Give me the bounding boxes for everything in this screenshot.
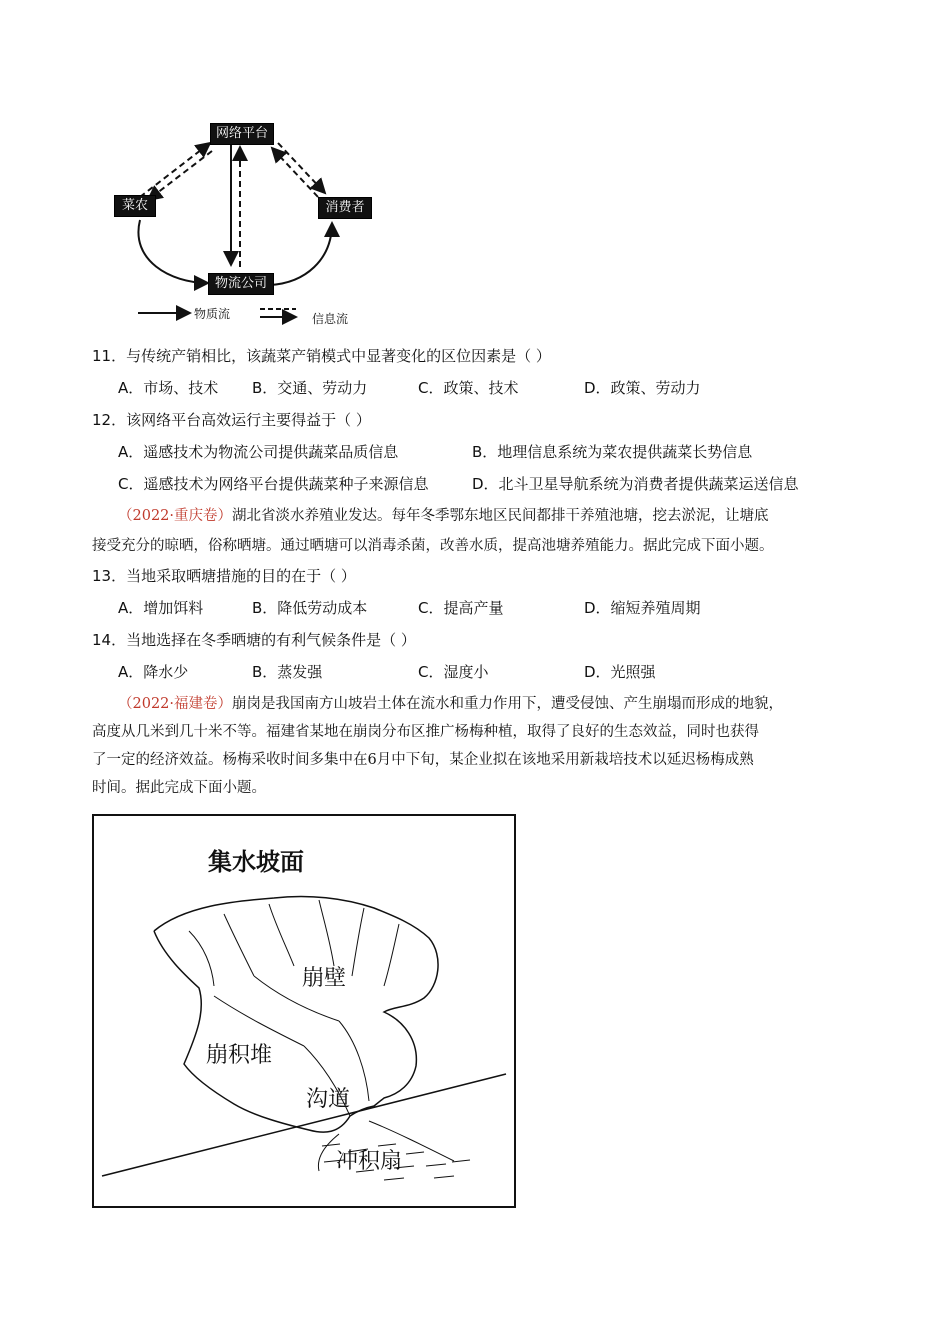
passage-2-line-2: 高度从几米到几十米不等。福建省某地在崩岗分布区推广杨梅种植，取得了良好的生态效益，同时也获得 [92,724,759,740]
node-logistics: 物流公司 [208,273,274,295]
question-11-option-d: D．政策、劳动力 [584,379,701,397]
passage-1-source: （2022·重庆卷） [118,508,233,524]
question-11-option-c: C．政策、技术 [418,379,519,397]
passage-2-line-4: 时间。据此完成下面小题。 [92,780,266,796]
supply-chain-arrows [100,115,400,335]
node-platform: 网络平台 [210,123,274,145]
passage-2-source: （2022·福建卷） [118,696,233,712]
supply-chain-diagram [100,115,400,335]
question-14-option-c: C．湿度小 [418,663,489,681]
question-11-option-a: A．市场、技术 [118,379,219,397]
question-11-option-b: B．交通、劳动力 [252,379,368,397]
question-11-stem: 11．与传统产销相比，该蔬菜产销模式中显著变化的区位因素是（ ） [92,347,551,365]
question-13-option-c: C．提高产量 [418,599,504,617]
node-consumer: 消费者 [318,197,372,219]
label-catchment-slope: 集水坡面 [208,847,304,876]
question-14-option-b: B．蒸发强 [252,663,323,681]
passage-2-text-1: 崩岗是我国南方山坡岩土体在流水和重力作用下，遭受侵蚀、产生崩塌而形成的地貌， [232,696,784,712]
question-14-option-a: A．降水少 [118,663,189,681]
question-14-stem: 14．当地选择在冬季晒塘的有利气候条件是（ ） [92,631,416,649]
label-gully-channel: 沟道 [306,1087,351,1112]
question-12-option-d: D．北斗卫星导航系统为消费者提供蔬菜运送信息 [472,475,799,493]
question-12-stem: 12．该网络平台高效运行主要得益于（ ） [92,411,371,429]
passage-1-line-1 [118,506,769,526]
question-13-stem: 13．当地采取晒塘措施的目的在于（ ） [92,567,356,585]
passage-1-text-1: 湖北省淡水养殖业发达。每年冬季鄂东地区民间都排干养殖池塘，挖去淤泥，让塘底 [232,508,769,524]
passage-2-line-3: 了一定的经济效益。杨梅采收时间多集中在6月中下旬，某企业拟在该地采用新栽培技术以延迟杨梅成熟 [92,752,754,768]
question-12-option-c: C．遥感技术为网络平台提供蔬菜种子来源信息 [118,475,429,493]
question-13-option-b: B．降低劳动成本 [252,599,368,617]
question-12-option-b: B．地理信息系统为菜农提供蔬菜长势信息 [472,443,753,461]
legend-info-flow: 信息流 [312,312,349,326]
node-farmer: 菜农 [114,195,156,217]
question-14-option-d: D．光照强 [584,663,656,681]
question-12-option-a: A．遥感技术为物流公司提供蔬菜品质信息 [118,443,399,461]
passage-1-line-2: 接受充分的晾晒，俗称晒塘。通过晒塘可以消毒杀菌，改善水质，提高池塘养殖能力。据此完成下面小题。 [92,538,774,554]
benggang-sketch [94,816,514,1206]
question-13-option-a: A．增加饵料 [118,599,204,617]
legend-material-flow: 物质流 [194,307,231,321]
question-13-option-d: D．缩短养殖周期 [584,599,701,617]
benggang-landform-figure [92,814,516,1208]
label-collapse-wall: 崩壁 [302,966,347,991]
passage-2-line-1 [118,694,783,714]
label-alluvial-fan: 冲积扇 [336,1149,403,1174]
label-colluvial-deposit: 崩积堆 [206,1043,273,1068]
